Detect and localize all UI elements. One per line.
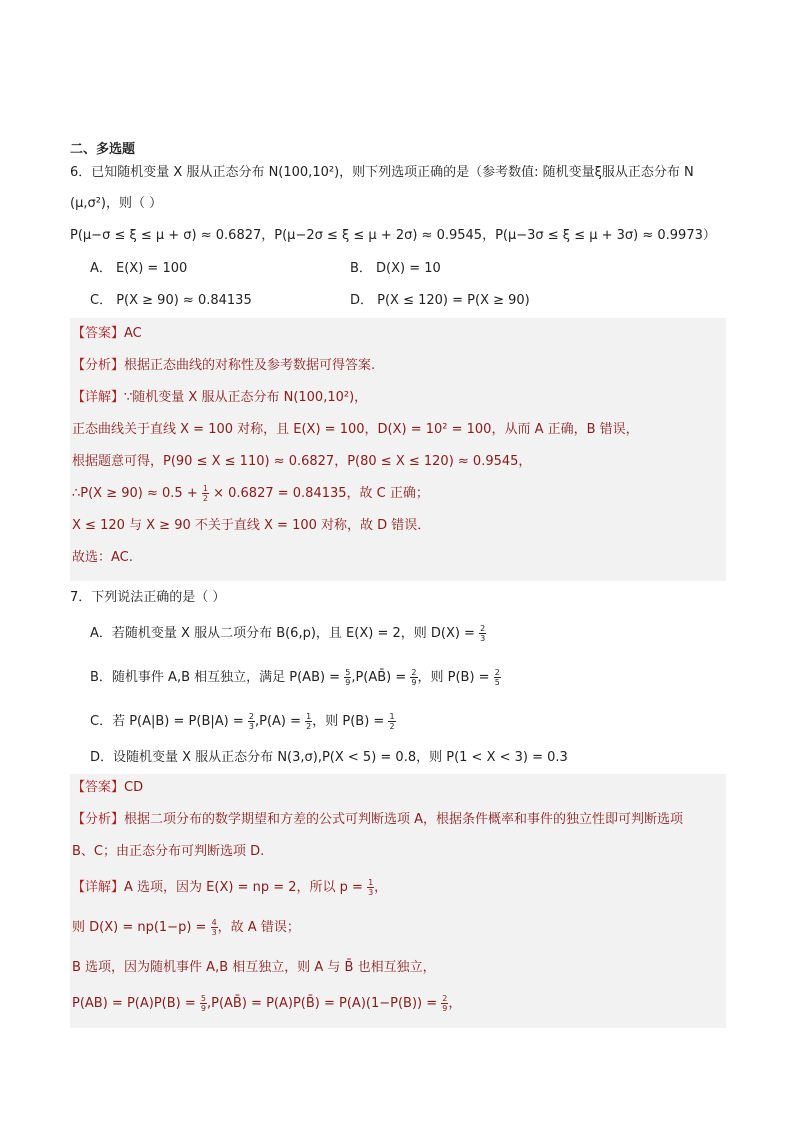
q7-answer	[72, 778, 143, 798]
detail-tag: 【详解】	[72, 390, 125, 405]
q6-option-b: B． D(X) = 10	[350, 261, 441, 276]
answer-value: AC	[124, 326, 142, 341]
detail-text: ，故 A 错误；	[217, 920, 300, 935]
numerator: 1	[202, 484, 208, 493]
detail-text: A 选项，因为 E(X) = np = 2，所以 p =	[124, 880, 363, 895]
denominator: 3	[480, 634, 486, 643]
denominator: 9	[200, 1004, 206, 1013]
numerator: 1	[368, 878, 374, 887]
detail-text: ∴P(X ≥ 90) ≈ 0.5 +	[72, 486, 198, 501]
q7-solution-box	[70, 774, 726, 1028]
q6-option-d: D． P(X ≤ 120) = P(X ≥ 90)	[350, 293, 530, 308]
q7-analysis-line1	[72, 810, 683, 830]
option-text: ,P(AB̄) =	[351, 670, 407, 685]
denominator: 2	[202, 494, 208, 503]
q6-stem-line1: 6．已知随机变量 X 服从正态分布 N(100,10²)，则下列选项正确的是（参考数值: 随机变量ξ服从正态分布 N	[70, 165, 694, 180]
denominator: 9	[345, 678, 351, 687]
denominator: 3	[248, 722, 254, 731]
denominator: 2	[389, 722, 395, 731]
detail-text: ,P(AB̄) = P(A)P(B̄) = P(A)(1−P(B)) =	[207, 996, 438, 1011]
detail-tag: 【详解】	[72, 880, 125, 895]
q6-detail-line6: 故选：AC.	[72, 550, 133, 565]
numerator: 1	[389, 712, 395, 721]
option-text: ，则 P(B) =	[417, 670, 490, 685]
answer-value: CD	[124, 780, 144, 795]
numerator: 5	[200, 994, 206, 1003]
q6-option-c: C． P(X ≥ 90) ≈ 0.84135	[90, 293, 252, 308]
q6-detail-line2: 正态曲线关于直线 X = 100 对称，且 E(X) = 100，D(X) = 10² = 100，从而 A 正确，B 错误，	[72, 422, 639, 437]
detail-text: ∵随机变量 X 服从正态分布 N(100,10²)，	[124, 390, 368, 405]
denominator: 3	[211, 928, 217, 937]
numerator: 2	[480, 624, 486, 633]
q7-option-b	[90, 668, 501, 688]
detail-text: × 0.6827 = 0.84135，故 C 正确；	[213, 486, 429, 501]
denominator: 5	[494, 678, 500, 687]
q7-option-a	[90, 624, 486, 644]
section-title: 二、多选题	[70, 142, 136, 157]
numerator: 2	[442, 994, 448, 1003]
analysis-tag: 【分析】	[72, 358, 125, 373]
denominator: 3	[368, 888, 374, 897]
numerator: 5	[345, 668, 351, 677]
q7-option-d: D．设随机变量 X 服从正态分布 N(3,σ),P(X < 5) = 0.8，则 P(1 < X < 3) = 0.3	[90, 750, 568, 765]
denominator: 9	[442, 1004, 448, 1013]
option-text: C．若 P(A|B) = P(B|A) =	[90, 714, 244, 729]
q6-detail-line4	[72, 484, 429, 504]
fraction-four-thirds	[211, 918, 218, 937]
answer-tag: 【答案】	[72, 326, 125, 341]
fraction-five-ninths	[200, 994, 207, 1013]
numerator: 2	[494, 668, 500, 677]
analysis-tag: 【分析】	[72, 812, 125, 827]
option-text: B．随机事件 A,B 相互独立，满足 P(AB) =	[90, 670, 341, 685]
numerator: 2	[411, 668, 417, 677]
numerator: 4	[211, 918, 217, 927]
q6-stem-line2: (μ,σ²)，则（ ）	[70, 196, 163, 211]
option-text: ，则 P(B) =	[312, 714, 385, 729]
fraction-two-fifths	[494, 668, 501, 687]
q6-reference-values: P(μ−σ ≤ ξ ≤ μ + σ) ≈ 0.6827，P(μ−2σ ≤ ξ ≤ μ + 2σ) ≈ 0.9545，P(μ−3σ ≤ ξ ≤ μ + 3σ) ≈ 0.9973）	[70, 228, 716, 243]
option-text: A．若随机变量 X 服从二项分布 B(6,p)，且 E(X) = 2，则 D(X) =	[90, 626, 475, 641]
answer-tag: 【答案】	[72, 780, 125, 795]
option-text: ,P(A) =	[254, 714, 302, 729]
q6-option-a: A． E(X) = 100	[90, 261, 188, 276]
fraction-two-thirds	[248, 712, 255, 731]
fraction-half	[202, 484, 209, 503]
denominator: 9	[411, 678, 417, 687]
detail-text: 则 D(X) = np(1−p) =	[72, 920, 207, 935]
q6-analysis	[72, 356, 375, 376]
q6-detail-line1	[72, 388, 367, 408]
q6-answer	[72, 324, 142, 344]
q7-analysis-line2: B、C；由正态分布可判断选项 D.	[72, 844, 265, 859]
q6-detail-line5: X ≤ 120 与 X ≥ 90 不关于直线 X = 100 对称，故 D 错误．	[72, 518, 431, 533]
q6-solution-box	[70, 318, 726, 581]
fraction-two-ninths	[410, 668, 417, 687]
denominator: 2	[306, 722, 312, 731]
analysis-text: 根据二项分布的数学期望和方差的公式可判断选项 A，根据条件概率和事件的独立性即可判断选项	[124, 812, 684, 827]
fraction-third	[367, 878, 374, 897]
fraction-two-ninths	[441, 994, 448, 1013]
q6-detail-line3: 根据题意可得，P(90 ≤ X ≤ 110) ≈ 0.6827，P(80 ≤ X ≤ 120) ≈ 0.9545，	[72, 454, 532, 469]
q7-option-c	[90, 712, 396, 732]
fraction-half	[388, 712, 395, 731]
analysis-text: 根据正态曲线的对称性及参考数据可得答案.	[124, 358, 376, 373]
fraction-two-thirds	[479, 624, 486, 643]
q7-stem: 7．下列说法正确的是（ ）	[70, 590, 226, 605]
numerator: 2	[248, 712, 254, 721]
q7-detail-line4: P(AB) = P(A)P(B) = $\frac{5}{9}$ ,P(AB̄) = P(A)P(B̄) = P(A)(1−P(B)) = $\frac{2}{9}$ ，	[72, 994, 462, 1013]
detail-text: P(AB) = P(A)P(B) =	[72, 996, 196, 1011]
q7-detail-line1: 【详解】A 选项，因为 E(X) = np = 2，所以 p = $\frac{1}{3}$ ，	[72, 878, 388, 897]
q7-detail-line3: B 选项，因为随机事件 A,B 相互独立，则 A 与 B̄ 也相互独立，	[72, 960, 436, 975]
q7-detail-line2	[72, 918, 300, 938]
numerator: 1	[306, 712, 312, 721]
